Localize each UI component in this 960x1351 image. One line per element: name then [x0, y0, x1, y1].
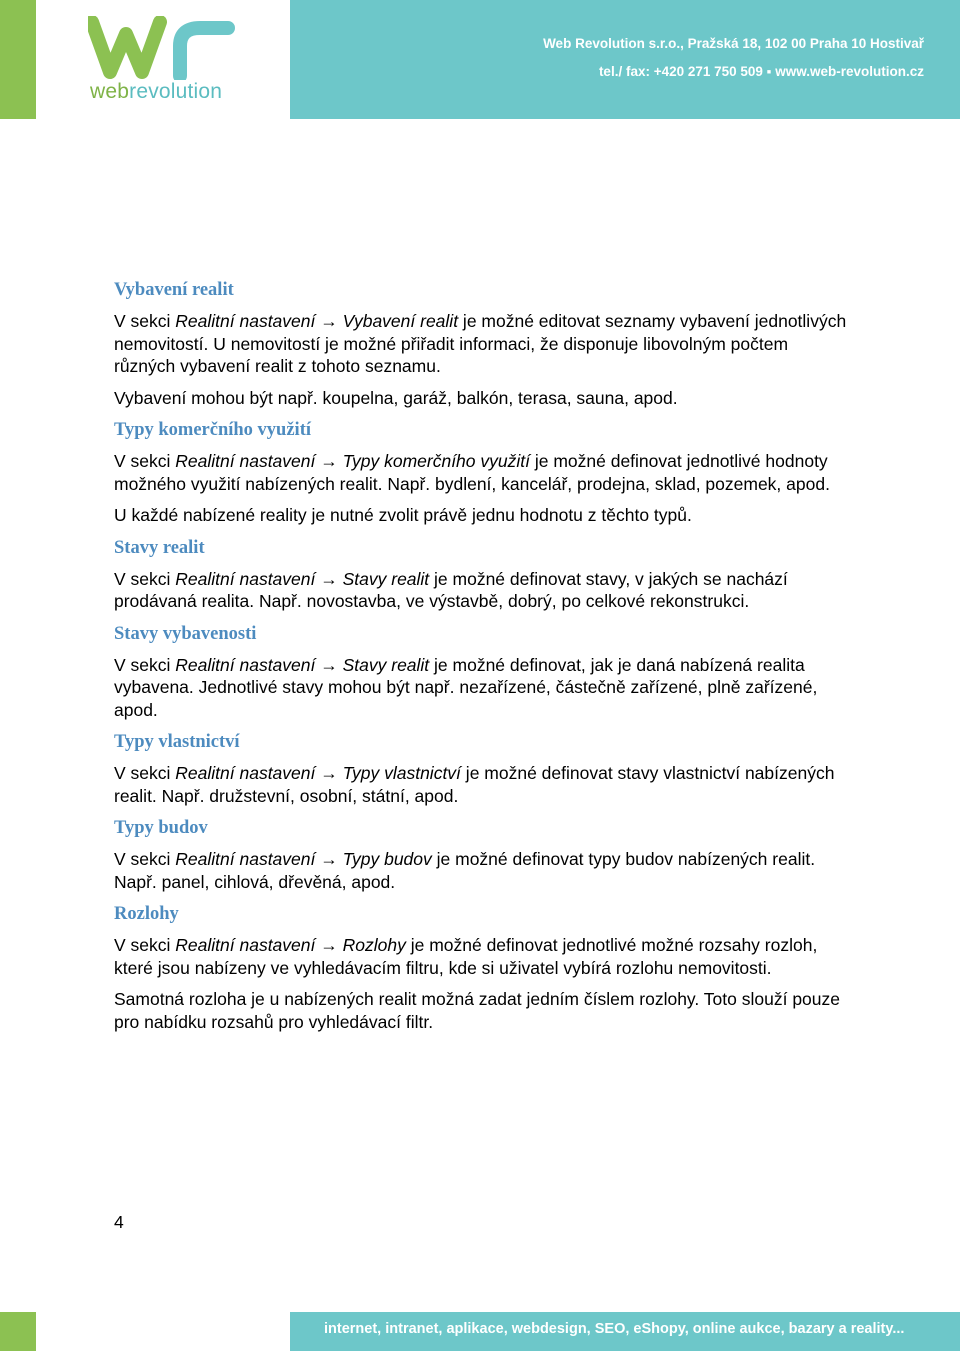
arrow-icon: → [315, 311, 343, 331]
section-rozlohy [114, 902, 854, 1033]
document-body [114, 278, 854, 1042]
header-contact-address: Web Revolution s.r.o., Pražská 18, 102 00 Praha 10 Hostivař [543, 36, 924, 51]
arrow-icon: → [315, 935, 343, 955]
webrevolution-logo [88, 16, 238, 106]
arrow-icon: → [315, 654, 343, 675]
wr-logo-mark [88, 16, 238, 80]
header-green-bar [0, 0, 36, 119]
arrow-icon: → [315, 849, 343, 869]
section-paragraph: V sekci Realitní nastavení → Typy vlastnictví je možné definovat stavy vlastnictví nabízených realit. Např. družstevní, osobní, státní, apod. [114, 763, 835, 806]
section-heading: Typy komerčního využití [114, 420, 311, 440]
section-stavy-realit [114, 536, 854, 613]
section-heading: Typy budov [114, 818, 208, 838]
section-stavy-vybavenosti [114, 622, 854, 722]
header-contact-phone-web: tel./ fax: +420 271 750 509 ▪ www.web-revolution.cz [598, 64, 924, 79]
section-typy-komercniho-vyuziti [114, 418, 854, 527]
section-vybaveni-realit [114, 278, 854, 409]
section-paragraph: U každé nabízené reality je nutné zvolit právě jednu hodnotu z těchto typů. [114, 505, 692, 525]
section-paragraph: Samotná rozloha je u nabízených realit možná zadat jedním číslem rozlohy. Toto slouží pouze pro nabídku rozsahů pro vyhledávací filtr. [114, 989, 840, 1032]
section-heading: Typy vlastnictví [114, 732, 240, 752]
page-number: 4 [114, 1212, 124, 1232]
arrow-icon: → [315, 568, 343, 589]
arrow-icon: → [315, 763, 343, 783]
section-heading: Vybavení realit [114, 280, 234, 300]
footer-green-bar [0, 1312, 36, 1351]
section-heading: Stavy vybavenosti [114, 623, 257, 644]
section-typy-budov [114, 816, 854, 893]
section-heading: Rozlohy [114, 904, 179, 924]
section-heading: Stavy realit [114, 537, 205, 558]
section-paragraph: V sekci Realitní nastavení → Vybavení realit je možné editovat seznamy vybavení jednotlivých nemovitostí. U nemovitostí je možné přiřadit informaci, že disponuje libovolným počtem různých vybavení realit z tohoto seznamu. [114, 311, 847, 376]
section-paragraph: V sekci Realitní nastavení → Rozlohy je možné definovat jednotlivé možné rozsahy rozloh, které jsou nabízeny ve vyhledávacím filtru, kde si uživatel vybírá rozlohu nemovitosti. [114, 935, 818, 978]
section-paragraph: V sekci Realitní nastavení → Typy komerčního využití je možné definovat jednotlivé hodnoty možného využití nabízených realit. Např. bydlení, kancelář, prodejna, sklad, pozemek, apod. [114, 451, 830, 494]
section-paragraph: V sekci Realitní nastavení → Typy budov je možné definovat typy budov nabízených realit. Např. panel, cihlová, dřevěná, apod. [114, 849, 816, 892]
section-typy-vlastnictvi [114, 730, 854, 807]
footer-tagline: internet, intranet, aplikace, webdesign, SEO, eShopy, online aukce, bazary a reality... [324, 1321, 905, 1337]
header-teal-banner [290, 0, 960, 119]
arrow-icon: → [315, 451, 343, 471]
logo-wordmark: webrevolution [90, 80, 223, 103]
section-paragraph: Vybavení mohou být např. koupelna, garáž, balkón, terasa, sauna, apod. [114, 387, 678, 408]
section-paragraph: V sekci Realitní nastavení → Stavy realit je možné definovat stavy, v jakých se nachází prodávaná realita. Např. novostavba, ve výstavbě, dobrý, po celkové rekonstrukci. [114, 568, 788, 611]
section-paragraph: V sekci Realitní nastavení → Stavy realit je možné definovat, jak je daná nabízená realita vybavena. Jednotlivé stavy mohou být např. nezařízené, částečně zařízené, plně zařízené, apod. [114, 654, 818, 720]
